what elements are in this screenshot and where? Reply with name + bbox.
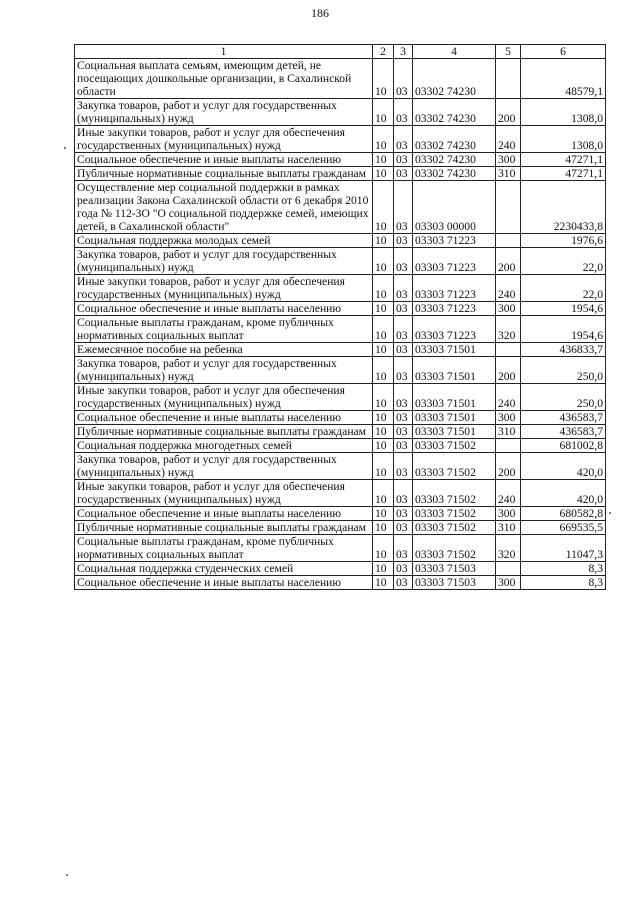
row-section: 10 xyxy=(373,302,394,316)
row-subsection: 03 xyxy=(394,357,413,384)
row-subsection: 03 xyxy=(394,234,413,248)
header-row xyxy=(75,45,606,59)
row-target-item: 03303 71501 xyxy=(413,357,496,384)
scan-speck xyxy=(64,147,66,149)
table-row xyxy=(75,480,606,507)
row-expense-type: 300 xyxy=(496,153,521,167)
row-amount: 436583,7 xyxy=(521,425,606,439)
row-subsection: 03 xyxy=(394,480,413,507)
row-expense-type: 300 xyxy=(496,302,521,316)
table-row xyxy=(75,576,606,590)
row-target-item: 03302 74230 xyxy=(413,99,496,126)
row-subsection: 03 xyxy=(394,411,413,425)
row-expense-type xyxy=(496,439,521,453)
row-amount: 436833,7 xyxy=(521,343,606,357)
header-col-amount: 6 xyxy=(521,45,606,59)
row-section: 10 xyxy=(373,153,394,167)
row-expense-type: 310 xyxy=(496,167,521,181)
row-expense-type: 240 xyxy=(496,384,521,411)
row-expense-type: 200 xyxy=(496,248,521,275)
row-subsection: 03 xyxy=(394,167,413,181)
row-expense-type: 300 xyxy=(496,576,521,590)
table-row xyxy=(75,126,606,153)
table-row xyxy=(75,357,606,384)
row-name: Закупка товаров, работ и услуг для государственных (муниципальных) нужд xyxy=(75,453,373,480)
row-expense-type xyxy=(496,234,521,248)
table-row xyxy=(75,535,606,562)
row-section: 10 xyxy=(373,425,394,439)
row-name: Социальная выплата семьям, имеющим детей, не посещающих дошкольные организации, в Сахалинской области xyxy=(75,59,373,99)
row-section: 10 xyxy=(373,357,394,384)
row-expense-type: 240 xyxy=(496,126,521,153)
row-target-item: 03303 71503 xyxy=(413,576,496,590)
row-name: Социальная поддержка многодетных семей xyxy=(75,439,373,453)
row-expense-type: 240 xyxy=(496,275,521,302)
row-amount: 436583,7 xyxy=(521,411,606,425)
row-expense-type: 320 xyxy=(496,316,521,343)
table-row xyxy=(75,507,606,521)
row-section: 10 xyxy=(373,126,394,153)
row-name: Закупка товаров, работ и услуг для государственных (муниципальных) нужд xyxy=(75,99,373,126)
row-name: Публичные нормативные социальные выплаты гражданам xyxy=(75,167,373,181)
row-amount: 48579,1 xyxy=(521,59,606,99)
header-col-target-item: 4 xyxy=(413,45,496,59)
row-expense-type xyxy=(496,562,521,576)
row-section: 10 xyxy=(373,507,394,521)
header-col-expense-type: 5 xyxy=(496,45,521,59)
row-section: 10 xyxy=(373,181,394,234)
row-expense-type: 200 xyxy=(496,357,521,384)
row-expense-type: 300 xyxy=(496,411,521,425)
row-subsection: 03 xyxy=(394,59,413,99)
scan-speck xyxy=(66,874,68,876)
row-target-item: 03303 71502 xyxy=(413,535,496,562)
table-row xyxy=(75,521,606,535)
row-amount: 1308,0 xyxy=(521,126,606,153)
row-amount: 8,3 xyxy=(521,576,606,590)
row-target-item: 03303 71502 xyxy=(413,480,496,507)
row-target-item: 03303 71223 xyxy=(413,302,496,316)
row-section: 10 xyxy=(373,439,394,453)
row-target-item: 03303 71223 xyxy=(413,316,496,343)
row-name: Социальное обеспечение и иные выплаты населению xyxy=(75,576,373,590)
header-col-section: 2 xyxy=(373,45,394,59)
row-name: Ежемесячное пособие на ребенка xyxy=(75,343,373,357)
header-col-name: 1 xyxy=(75,45,373,59)
row-amount: 11047,3 xyxy=(521,535,606,562)
row-section: 10 xyxy=(373,275,394,302)
table-row xyxy=(75,181,606,234)
row-section: 10 xyxy=(373,521,394,535)
row-subsection: 03 xyxy=(394,343,413,357)
row-name: Закупка товаров, работ и услуг для государственных (муниципальных) нужд xyxy=(75,248,373,275)
row-amount: 22,0 xyxy=(521,248,606,275)
row-name: Иные закупки товаров, работ и услуг для обеспечения государственных (муниципальных) нужд xyxy=(75,384,373,411)
row-expense-type xyxy=(496,343,521,357)
row-name: Иные закупки товаров, работ и услуг для обеспечения государственных (муниципальных) нужд xyxy=(75,480,373,507)
row-amount: 250,0 xyxy=(521,357,606,384)
row-subsection: 03 xyxy=(394,507,413,521)
table-row xyxy=(75,562,606,576)
row-amount: 1954,6 xyxy=(521,302,606,316)
row-subsection: 03 xyxy=(394,384,413,411)
row-amount: 2230433,8 xyxy=(521,181,606,234)
table-row xyxy=(75,411,606,425)
row-name: Социальные выплаты гражданам, кроме публичных нормативных социальных выплат xyxy=(75,316,373,343)
table-row xyxy=(75,59,606,99)
row-name: Осуществление мер социальной поддержки в рамках реализации Закона Сахалинской области от 6 декабря 2010 года № 112-ЗО "О социальной поддержке семей, имеющих детей, в Сахалинской области" xyxy=(75,181,373,234)
row-name: Социальная поддержка молодых семей xyxy=(75,234,373,248)
row-subsection: 03 xyxy=(394,302,413,316)
row-target-item: 03303 71501 xyxy=(413,425,496,439)
row-name: Социальная поддержка студенческих семей xyxy=(75,562,373,576)
row-section: 10 xyxy=(373,576,394,590)
row-amount: 47271,1 xyxy=(521,167,606,181)
row-target-item: 03303 71501 xyxy=(413,411,496,425)
header-col-subsection: 3 xyxy=(394,45,413,59)
row-expense-type: 240 xyxy=(496,480,521,507)
row-amount: 8,3 xyxy=(521,562,606,576)
table-header xyxy=(75,45,606,59)
row-section: 10 xyxy=(373,167,394,181)
row-subsection: 03 xyxy=(394,425,413,439)
row-target-item: 03303 71501 xyxy=(413,343,496,357)
row-expense-type: 310 xyxy=(496,425,521,439)
row-subsection: 03 xyxy=(394,562,413,576)
page-number: 186 xyxy=(311,6,329,20)
row-amount: 420,0 xyxy=(521,453,606,480)
row-subsection: 03 xyxy=(394,453,413,480)
row-name: Иные закупки товаров, работ и услуг для обеспечения государственных (муниципальных) нужд xyxy=(75,126,373,153)
budget-table xyxy=(74,44,606,590)
row-name: Социальные выплаты гражданам, кроме публичных нормативных социальных выплат xyxy=(75,535,373,562)
row-expense-type: 300 xyxy=(496,507,521,521)
row-subsection: 03 xyxy=(394,439,413,453)
row-target-item: 03303 71502 xyxy=(413,439,496,453)
table-row xyxy=(75,275,606,302)
table-row xyxy=(75,153,606,167)
row-section: 10 xyxy=(373,411,394,425)
row-section: 10 xyxy=(373,316,394,343)
table-row xyxy=(75,425,606,439)
row-section: 10 xyxy=(373,453,394,480)
row-amount: 1976,6 xyxy=(521,234,606,248)
row-section: 10 xyxy=(373,248,394,275)
row-name: Публичные нормативные социальные выплаты гражданам xyxy=(75,521,373,535)
row-section: 10 xyxy=(373,480,394,507)
row-target-item: 03302 74230 xyxy=(413,167,496,181)
row-subsection: 03 xyxy=(394,153,413,167)
row-expense-type: 200 xyxy=(496,99,521,126)
row-target-item: 03303 71501 xyxy=(413,384,496,411)
row-expense-type: 310 xyxy=(496,521,521,535)
table-row xyxy=(75,302,606,316)
row-section: 10 xyxy=(373,99,394,126)
row-amount: 680582,8 xyxy=(521,507,606,521)
row-amount: 47271,1 xyxy=(521,153,606,167)
row-amount: 681002,8 xyxy=(521,439,606,453)
row-target-item: 03303 71223 xyxy=(413,234,496,248)
row-amount: 22,0 xyxy=(521,275,606,302)
table-row xyxy=(75,248,606,275)
row-target-item: 03303 71502 xyxy=(413,453,496,480)
row-target-item: 03302 74230 xyxy=(413,153,496,167)
row-section: 10 xyxy=(373,562,394,576)
row-amount: 669535,5 xyxy=(521,521,606,535)
row-section: 10 xyxy=(373,59,394,99)
row-subsection: 03 xyxy=(394,126,413,153)
row-amount: 420,0 xyxy=(521,480,606,507)
row-name: Социальное обеспечение и иные выплаты населению xyxy=(75,153,373,167)
row-expense-type: 320 xyxy=(496,535,521,562)
scan-speck xyxy=(609,512,611,514)
row-amount: 250,0 xyxy=(521,384,606,411)
row-target-item: 03302 74230 xyxy=(413,126,496,153)
row-target-item: 03302 74230 xyxy=(413,59,496,99)
row-section: 10 xyxy=(373,384,394,411)
row-section: 10 xyxy=(373,343,394,357)
row-target-item: 03303 71223 xyxy=(413,275,496,302)
row-name: Закупка товаров, работ и услуг для государственных (муниципальных) нужд xyxy=(75,357,373,384)
row-expense-type: 200 xyxy=(496,453,521,480)
table-row xyxy=(75,384,606,411)
table-row xyxy=(75,167,606,181)
row-target-item: 03303 71502 xyxy=(413,521,496,535)
table-row xyxy=(75,234,606,248)
row-subsection: 03 xyxy=(394,275,413,302)
row-target-item: 03303 71502 xyxy=(413,507,496,521)
table-body xyxy=(75,59,606,590)
row-subsection: 03 xyxy=(394,521,413,535)
row-target-item: 03303 71503 xyxy=(413,562,496,576)
row-name: Социальное обеспечение и иные выплаты населению xyxy=(75,411,373,425)
row-subsection: 03 xyxy=(394,576,413,590)
row-expense-type xyxy=(496,181,521,234)
row-expense-type xyxy=(496,59,521,99)
row-subsection: 03 xyxy=(394,248,413,275)
table-row xyxy=(75,439,606,453)
row-target-item: 03303 00000 xyxy=(413,181,496,234)
row-name: Публичные нормативные социальные выплаты гражданам xyxy=(75,425,373,439)
row-subsection: 03 xyxy=(394,181,413,234)
row-subsection: 03 xyxy=(394,535,413,562)
row-subsection: 03 xyxy=(394,99,413,126)
table-row xyxy=(75,453,606,480)
row-section: 10 xyxy=(373,535,394,562)
table-row xyxy=(75,316,606,343)
row-name: Социальное обеспечение и иные выплаты населению xyxy=(75,507,373,521)
row-amount: 1308,0 xyxy=(521,99,606,126)
row-section: 10 xyxy=(373,234,394,248)
row-name: Социальное обеспечение и иные выплаты населению xyxy=(75,302,373,316)
row-name: Иные закупки товаров, работ и услуг для обеспечения государственных (муниципальных) нужд xyxy=(75,275,373,302)
row-subsection: 03 xyxy=(394,316,413,343)
row-target-item: 03303 71223 xyxy=(413,248,496,275)
table-row xyxy=(75,99,606,126)
table-row xyxy=(75,343,606,357)
row-amount: 1954,6 xyxy=(521,316,606,343)
